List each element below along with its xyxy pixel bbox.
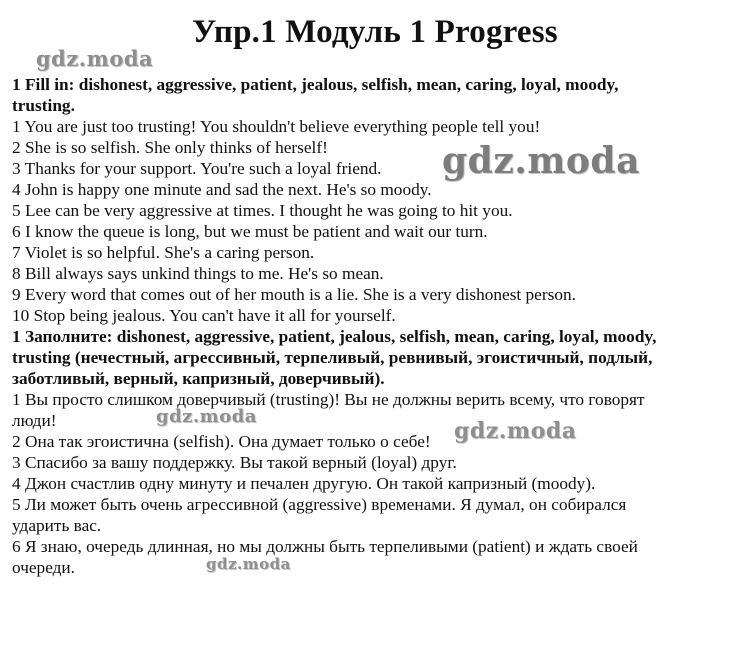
sentence-line: 4 Джон счастлив одну минуту и печален другую. Он такой капризный (moody). [12, 474, 596, 493]
sentence-line: 10 Stop being jealous. You can't have it all for yourself. [12, 306, 396, 325]
watermark-logo: gdz.moda [454, 418, 577, 444]
watermark-logo: gdz.moda [442, 140, 640, 182]
sentence-line: 5 Ли может быть очень агрессивной (aggressive) временами. Я думал, он собирался [12, 495, 627, 514]
sentence-line: 2 Она так эгоистична (selfish). Она думает только о себе! [12, 432, 431, 451]
sentence-line: 6 Я знаю, очередь длинная, но мы должны быть терпеливыми (patient) и ждать своей [12, 537, 638, 556]
sentence-line: люди! [12, 411, 57, 430]
page-title: Упр.1 Модуль 1 Progress [192, 14, 558, 50]
instruction-line: 1 Fill in: dishonest, aggressive, patient, jealous, selfish, mean, caring, loyal, moody, [12, 75, 619, 94]
sentence-line: 3 Спасибо за вашу поддержку. Вы такой верный (loyal) друг. [12, 453, 457, 472]
sentence-line: 6 I know the queue is long, but we must be patient and wait our turn. [12, 222, 488, 241]
sentence-line: 4 John is happy one minute and sad the next. He's so moody. [12, 180, 432, 199]
watermark-logo: gdz.moda [206, 555, 291, 573]
sentence-line: 3 Thanks for your support. You're such a loyal friend. [12, 159, 382, 178]
instruction-line: trusting. [12, 96, 75, 115]
instruction-line: заботливый, верный, капризный, доверчивый). [12, 369, 385, 388]
watermark-logo: gdz.moda [36, 46, 154, 71]
sentence-line: 8 Bill always says unkind things to me. He's so mean. [12, 264, 384, 283]
sentence-line: очереди. [12, 558, 75, 577]
sentence-line: 9 Every word that comes out of her mouth is a lie. She is a very dishonest person. [12, 285, 576, 304]
sentence-line: 1 Вы просто слишком доверчивый (trusting)! Вы не должны верить всему, что говорят [12, 390, 645, 409]
sentence-line: ударить вас. [12, 516, 102, 535]
instruction-line: 1 Заполните: dishonest, aggressive, patient, jealous, selfish, mean, caring, loyal, moody, [12, 327, 657, 346]
instruction-line: trusting (нечестный, агрессивный, терпеливый, ревнивый, эгоистичный, подлый, [12, 348, 653, 367]
sentence-line: 2 She is so selfish. She only thinks of herself! [12, 138, 328, 157]
sentence-line: 5 Lee can be very aggressive at times. I thought he was going to hit you. [12, 201, 513, 220]
sentence-line: 1 You are just too trusting! You shouldn't believe everything people tell you! [12, 117, 541, 136]
sentence-line: 7 Violet is so helpful. She's a caring person. [12, 243, 315, 262]
watermark-logo: gdz.moda [156, 406, 257, 427]
